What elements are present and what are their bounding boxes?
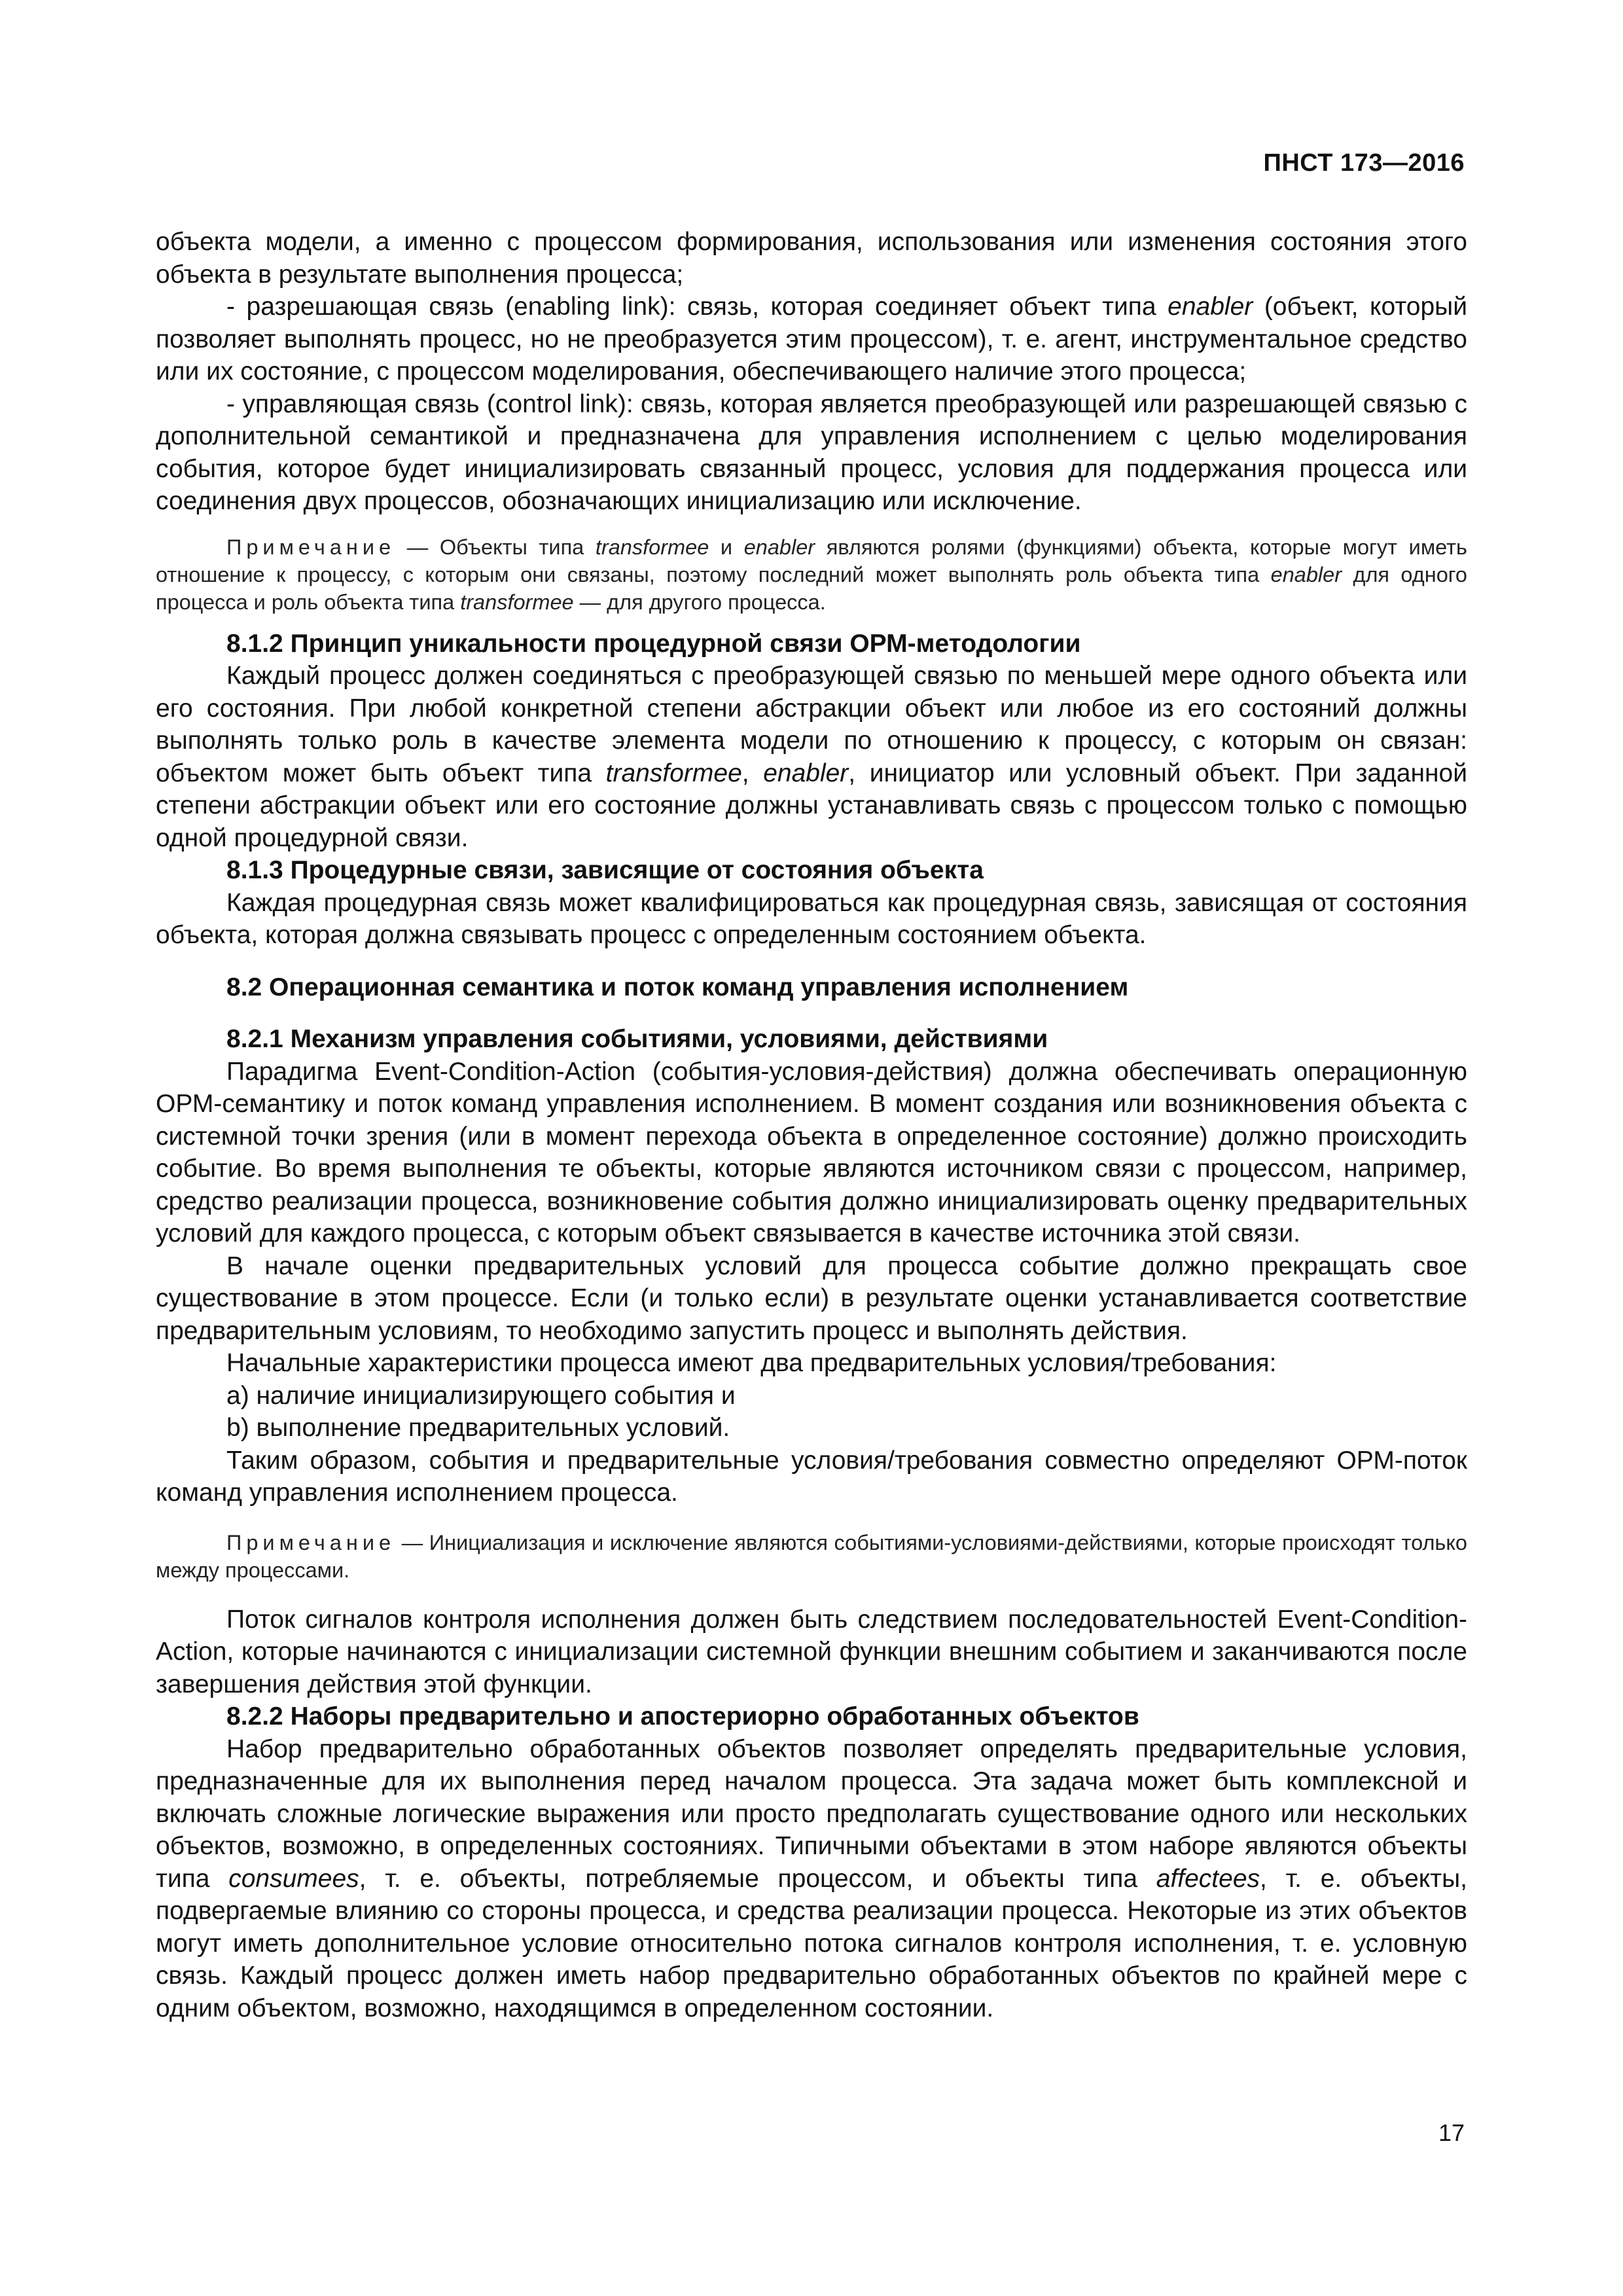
paragraph-8-2-2: Набор предварительно обработанных объектов позволяет определять предварительные условия, предназначенные для их выполнения перед началом процесса. Эта задача может быть комплексной и включать сложные логические выражения или просто предполагать существование одного или нескольких объектов, возможно, в определенных состояниях. Типичными объектами в этом наборе являются объекты типа consumees, т. е. объекты, потребляемые процессом, и объекты типа affectees, т. е. объекты, подвергаемые влиянию со стороны процесса, и средства реализации процесса. Некоторые из этих объектов могут иметь дополнительное условие относительно потока сигналов контроля исполнения, т. е. условную связь. Каждый процесс должен иметь набор предварительно обработанных объектов по крайней мере с одним объектом, возможно, находящимся в определенном состоянии. xyxy=(156,1734,1467,2022)
paragraph-enabling-link: - разрешающая связь (enabling link): связь, которая соединяет объект типа enabler (объект, который позволяет выполнять процесс, но не преобразуется этим процессом), т. е. агент, инструментальное средство или их состояние, с процессом моделирования, обеспечивающего наличие этого процесса; xyxy=(156,293,1467,386)
paragraph-1: объекта модели, а именно с процессом формирования, использования или изменения состояния этого объекта в результате выполнения процесса; xyxy=(156,228,1467,289)
paragraph-8-2-1-g: Поток сигналов контроля исполнения должен быть следствием последовательностей Event-Condition-Action, которые начинаются с инициализации системной функции внешним событием и заканчиваются после завершения действия этой функции. xyxy=(156,1605,1467,1698)
list-item-a: а) наличие инициализирующего события и xyxy=(226,1381,736,1410)
page-number: 17 xyxy=(1438,2119,1465,2146)
heading-8-1-3: 8.1.3 Процедурные связи, зависящие от состояния объекта xyxy=(226,856,984,884)
document-code: ПНСТ 173—2016 xyxy=(1263,149,1465,177)
paragraph-8-2-1-b: В начале оценки предварительных условий для процесса событие должно прекращать свое существование в этом процессе. Если (и только если) в результате оценки устанавливается соответствие предварительным условиям, то необходимо запустить процесс и выполнять действия. xyxy=(156,1251,1467,1345)
paragraph-8-2-1-f: Таким образом, события и предварительные условия/требования совместно определяют ОРМ-поток команд управления исполнением процесса. xyxy=(156,1446,1467,1507)
note-1: Примечание — Объекты типа transformee и enabler являются ролями (функциями) объекта, которые могут иметь отношение к процессу, с которым они связаны, поэтому последний может выполнять роль объекта типа enabler для одного процесса и роль объекта типа transformee — для другого процесса. xyxy=(156,535,1467,614)
heading-8-2-1: 8.2.1 Механизм управления событиями, условиями, действиями xyxy=(226,1025,1048,1053)
list-item-b: b) выполнение предварительных условий. xyxy=(226,1414,730,1442)
paragraph-control-link: - управляющая связь (control link): связь, которая является преобразующей или разрешающей связью с дополнительной семантикой и предназначена для управления исполнением с целью моделирования события, которое будет инициализировать связанный процесс, условия для поддержания процесса или соединения двух процессов, обозначающих инициализацию или исключение. xyxy=(156,389,1467,515)
paragraph-8-1-2: Каждый процесс должен соединяться с преобразующей связью по меньшей мере одного объекта или его состояния. При любой конкретной степени абстракции объект или любое из его состояний должны выполнять только роль в качестве элемента модели по отношению к процессу, с которым он связан: объектом может быть объект типа transformee, enabler, инициатор или условный объект. При заданной степени абстракции объект или его состояние должны устанавливать связь с процессом только с помощью одной процедурной связи. xyxy=(156,662,1468,852)
heading-8-1-2: 8.1.2 Принцип уникальности процедурной связи ОРМ-методологии xyxy=(226,629,1081,658)
paragraph-8-2-1-c: Начальные характеристики процесса имеют два предварительных условия/требования: xyxy=(226,1349,1277,1377)
paragraph-8-1-3: Каждая процедурная связь может квалифицироваться как процедурная связь, зависящая от состояния объекта, которая должна связывать процесс с определенным состоянием объекта. xyxy=(156,888,1467,949)
heading-8-2: 8.2 Операционная семантика и поток команд управления исполнением xyxy=(226,973,1129,1001)
page-content xyxy=(156,226,1467,2024)
paragraph-8-2-1-a: Парадигма Event-Condition-Action (события-условия-действия) должна обеспечивать операционную ОРМ-семантику и поток команд управления исполнением. В момент создания или возникновения объекта с системной точки зрения (или в момент перехода объекта в определенное состояние) должно происходить событие. Во время выполнения те объекты, которые являются источником связи с процессом, например, средство реализации процесса, возникновение события должно инициализировать оценку предварительных условий для каждого процесса, с которым объект связывается в качестве источника этой связи. xyxy=(156,1057,1467,1247)
heading-8-2-2: 8.2.2 Наборы предварительно и апостериорно обработанных объектов xyxy=(226,1702,1139,1731)
note-2: Примечание — Инициализация и исключение являются событиями-условиями-действиями, которые происходят только между процессами. xyxy=(156,1530,1467,1582)
